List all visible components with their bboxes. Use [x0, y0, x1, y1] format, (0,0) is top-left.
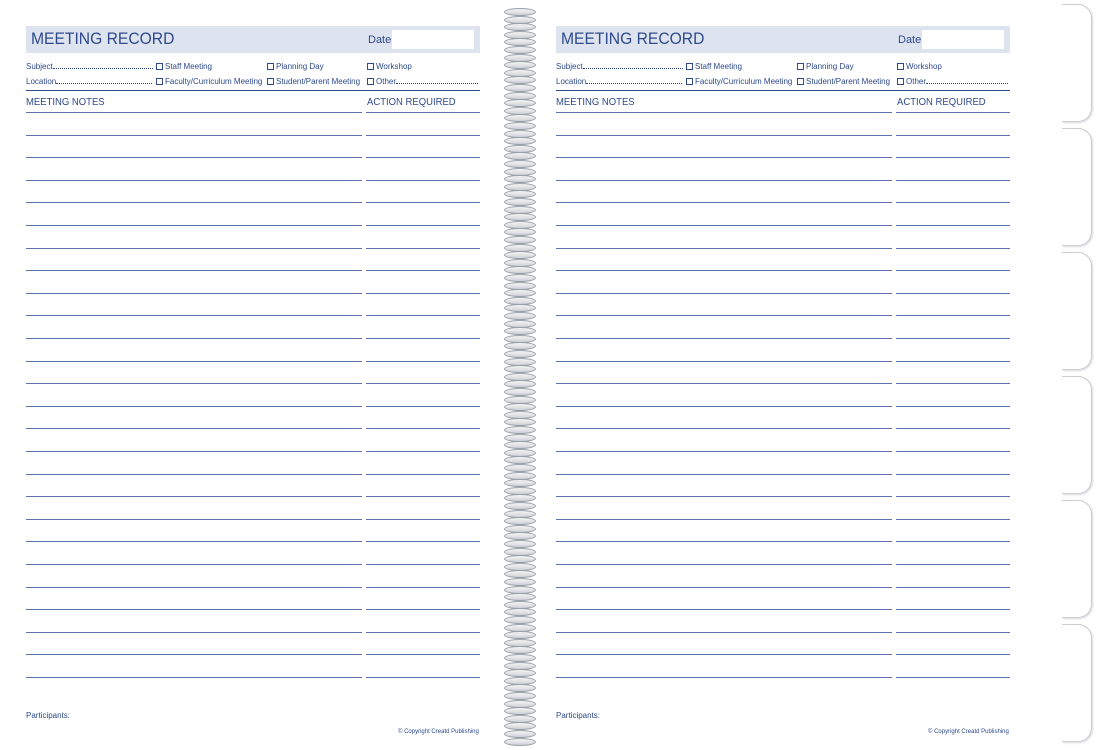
- action-line[interactable]: [896, 202, 1010, 203]
- checkbox-icon[interactable]: [797, 78, 804, 85]
- action-line[interactable]: [896, 541, 1010, 542]
- action-line[interactable]: [366, 609, 480, 610]
- spiral-coil: [504, 441, 536, 449]
- option-workshop[interactable]: [367, 62, 412, 72]
- subject-label: Subject: [26, 62, 53, 71]
- action-line[interactable]: [896, 677, 1010, 678]
- action-line[interactable]: [366, 315, 480, 316]
- other-dots: [926, 77, 1008, 84]
- option-faculty-curriculum[interactable]: [156, 77, 262, 87]
- option-label: Faculty/Curriculum Meeting: [165, 77, 263, 86]
- spiral-coil: [504, 137, 536, 145]
- notes-line[interactable]: [26, 225, 362, 226]
- option-workshop[interactable]: [897, 62, 942, 72]
- action-line[interactable]: [896, 451, 1010, 452]
- notes-line[interactable]: [26, 632, 362, 633]
- action-line[interactable]: [366, 383, 480, 384]
- location-label: Location: [26, 77, 57, 86]
- spiral-coil: [504, 114, 536, 122]
- notes-line[interactable]: [26, 315, 362, 316]
- action-line[interactable]: [366, 180, 480, 181]
- checkbox-icon[interactable]: [367, 63, 374, 70]
- action-line[interactable]: [366, 564, 480, 565]
- action-line[interactable]: [896, 157, 1010, 158]
- option-label: Student/Parent Meeting: [276, 77, 361, 86]
- option-label: Workshop: [376, 62, 412, 71]
- notes-line[interactable]: [26, 293, 362, 294]
- notes-line[interactable]: [26, 587, 362, 588]
- action-line[interactable]: [366, 202, 480, 203]
- action-line[interactable]: [896, 180, 1010, 181]
- spiral-coil: [504, 99, 536, 107]
- action-line[interactable]: [896, 406, 1010, 407]
- subject-dots: [53, 62, 153, 69]
- spiral-coil: [504, 456, 536, 464]
- notes-line[interactable]: [26, 496, 362, 497]
- notes-line[interactable]: [556, 496, 892, 497]
- action-line[interactable]: [896, 519, 1010, 520]
- checkbox-icon[interactable]: [156, 78, 163, 85]
- action-line[interactable]: [896, 564, 1010, 565]
- participants-label[interactable]: Participants:: [26, 711, 71, 720]
- notes-line[interactable]: [556, 383, 892, 384]
- spiral-coil: [504, 198, 536, 206]
- spiral-coil: [504, 380, 536, 388]
- notes-line[interactable]: [556, 248, 892, 249]
- action-line[interactable]: [366, 157, 480, 158]
- date-label: Date: [898, 34, 922, 46]
- checkbox-icon[interactable]: [686, 78, 693, 85]
- spiral-coil: [504, 502, 536, 510]
- subject-field[interactable]: [26, 62, 153, 72]
- checkbox-icon[interactable]: [897, 63, 904, 70]
- meeting-notes-header: MEETING NOTES: [26, 97, 105, 108]
- notes-line[interactable]: [26, 519, 362, 520]
- subject-field[interactable]: [556, 62, 683, 72]
- spiral-coil: [504, 122, 536, 130]
- action-line[interactable]: [896, 654, 1010, 655]
- spiral-coil: [504, 540, 536, 548]
- divider-tab[interactable]: [1062, 376, 1092, 494]
- action-line[interactable]: [896, 428, 1010, 429]
- participants-label[interactable]: Participants:: [556, 711, 601, 720]
- option-other[interactable]: [367, 77, 478, 87]
- divider-tab[interactable]: [1062, 624, 1092, 742]
- notes-line[interactable]: [26, 270, 362, 271]
- notes-line[interactable]: [556, 293, 892, 294]
- notes-line[interactable]: [26, 180, 362, 181]
- header-divider: [556, 90, 1010, 91]
- checkbox-icon[interactable]: [156, 63, 163, 70]
- spiral-coil: [504, 175, 536, 183]
- action-line[interactable]: [896, 338, 1010, 339]
- spiral-coil: [504, 578, 536, 586]
- spiral-coil: [504, 464, 536, 472]
- date-label: Date: [368, 34, 392, 46]
- action-line[interactable]: [366, 451, 480, 452]
- other-dots: [396, 77, 478, 84]
- action-line[interactable]: [366, 338, 480, 339]
- spiral-coil: [504, 608, 536, 616]
- action-line[interactable]: [896, 112, 1010, 113]
- spiral-coil: [504, 312, 536, 320]
- subject-label: Subject: [556, 62, 583, 71]
- spiral-coil: [504, 152, 536, 160]
- copyright-notice: © Copyright Creatd Publishing: [398, 729, 479, 735]
- option-label: Planning Day: [276, 62, 324, 71]
- spiral-coil: [504, 426, 536, 434]
- notes-line[interactable]: [556, 519, 892, 520]
- action-line[interactable]: [896, 496, 1010, 497]
- spiral-coil: [504, 722, 536, 730]
- action-line[interactable]: [366, 496, 480, 497]
- notes-line[interactable]: [556, 135, 892, 136]
- notes-line[interactable]: [556, 202, 892, 203]
- notes-line[interactable]: [26, 135, 362, 136]
- divider-tab[interactable]: [1062, 500, 1092, 618]
- spiral-coil: [504, 190, 536, 198]
- spiral-coil: [504, 274, 536, 282]
- spiral-coil: [504, 593, 536, 601]
- action-line[interactable]: [896, 315, 1010, 316]
- spiral-coil: [504, 327, 536, 335]
- action-required-header: ACTION REQUIRED: [367, 97, 456, 108]
- notes-line[interactable]: [556, 677, 892, 678]
- spiral-coil: [504, 84, 536, 92]
- action-line[interactable]: [896, 361, 1010, 362]
- action-line[interactable]: [896, 632, 1010, 633]
- spiral-coil: [504, 213, 536, 221]
- copyright-notice: © Copyright Creatd Publishing: [928, 729, 1009, 735]
- spiral-binding: [500, 0, 540, 750]
- spiral-coil: [504, 669, 536, 677]
- notes-line[interactable]: [26, 474, 362, 475]
- action-line[interactable]: [896, 270, 1010, 271]
- action-line[interactable]: [366, 654, 480, 655]
- action-line[interactable]: [366, 587, 480, 588]
- spiral-coil: [504, 251, 536, 259]
- notes-line[interactable]: [556, 609, 892, 610]
- notes-line[interactable]: [26, 451, 362, 452]
- spiral-coil: [504, 350, 536, 358]
- spiral-coil: [504, 365, 536, 373]
- option-faculty-curriculum[interactable]: [686, 77, 792, 87]
- spiral-coil: [504, 570, 536, 578]
- action-line[interactable]: [896, 225, 1010, 226]
- date-field[interactable]: [392, 30, 474, 49]
- spiral-coil: [504, 403, 536, 411]
- action-line[interactable]: [366, 677, 480, 678]
- spiral-coil: [504, 46, 536, 54]
- spiral-coil: [504, 236, 536, 244]
- notes-line[interactable]: [26, 677, 362, 678]
- action-line[interactable]: [366, 632, 480, 633]
- divider-tab[interactable]: [1062, 4, 1092, 122]
- notes-line[interactable]: [556, 428, 892, 429]
- action-line[interactable]: [896, 293, 1010, 294]
- spiral-coil: [504, 388, 536, 396]
- action-line[interactable]: [366, 225, 480, 226]
- notes-line[interactable]: [556, 451, 892, 452]
- notes-line[interactable]: [556, 406, 892, 407]
- option-label: Staff Meeting: [165, 62, 212, 71]
- option-label: Other: [376, 77, 397, 86]
- action-line[interactable]: [366, 112, 480, 113]
- spiral-coil: [504, 304, 536, 312]
- spiral-coil: [504, 418, 536, 426]
- notes-line[interactable]: [26, 361, 362, 362]
- right-page: [536, 0, 1040, 750]
- notes-line[interactable]: [556, 338, 892, 339]
- notes-line[interactable]: [556, 270, 892, 271]
- spiral-coil: [504, 654, 536, 662]
- spiral-coil: [504, 61, 536, 69]
- spiral-coil: [504, 555, 536, 563]
- action-line[interactable]: [366, 541, 480, 542]
- spiral-coil: [504, 38, 536, 46]
- option-staff-meeting[interactable]: [686, 62, 742, 72]
- action-line[interactable]: [366, 135, 480, 136]
- spiral-coil: [504, 228, 536, 236]
- notes-line[interactable]: [556, 112, 892, 113]
- option-label: Workshop: [906, 62, 942, 71]
- checkbox-icon[interactable]: [267, 63, 274, 70]
- option-label: Student/Parent Meeting: [806, 77, 891, 86]
- option-student-parent[interactable]: [267, 77, 360, 87]
- checkbox-icon[interactable]: [797, 63, 804, 70]
- spiral-coil: [504, 494, 536, 502]
- option-student-parent[interactable]: [797, 77, 890, 87]
- notes-line[interactable]: [26, 248, 362, 249]
- action-line[interactable]: [366, 293, 480, 294]
- action-line[interactable]: [366, 361, 480, 362]
- location-field[interactable]: [556, 77, 682, 87]
- location-field[interactable]: [26, 77, 152, 87]
- header-band: [26, 26, 480, 53]
- action-required-header: ACTION REQUIRED: [897, 97, 986, 108]
- notes-line[interactable]: [26, 564, 362, 565]
- notes-line[interactable]: [26, 383, 362, 384]
- date-field[interactable]: [922, 30, 1004, 49]
- notes-line[interactable]: [556, 541, 892, 542]
- spiral-coil: [504, 684, 536, 692]
- action-line[interactable]: [896, 135, 1010, 136]
- action-line[interactable]: [366, 248, 480, 249]
- option-staff-meeting[interactable]: [156, 62, 212, 72]
- action-line[interactable]: [896, 248, 1010, 249]
- location-dots: [586, 77, 682, 84]
- option-planning-day[interactable]: [797, 62, 854, 72]
- header-divider: [26, 90, 480, 91]
- action-line[interactable]: [896, 587, 1010, 588]
- action-line[interactable]: [366, 270, 480, 271]
- notes-line[interactable]: [26, 654, 362, 655]
- notes-line[interactable]: [556, 632, 892, 633]
- action-line[interactable]: [896, 609, 1010, 610]
- notes-line[interactable]: [556, 180, 892, 181]
- option-label: Planning Day: [806, 62, 854, 71]
- action-line[interactable]: [366, 519, 480, 520]
- spiral-coil: [504, 707, 536, 715]
- notes-line[interactable]: [556, 587, 892, 588]
- divider-tab[interactable]: [1062, 252, 1092, 370]
- spiral-coil: [504, 517, 536, 525]
- notes-line[interactable]: [26, 428, 362, 429]
- option-planning-day[interactable]: [267, 62, 324, 72]
- spiral-coil: [504, 646, 536, 654]
- spiral-coil: [504, 616, 536, 624]
- notes-line[interactable]: [556, 361, 892, 362]
- spiral-coil: [504, 160, 536, 168]
- checkbox-icon[interactable]: [686, 63, 693, 70]
- notes-line[interactable]: [556, 564, 892, 565]
- option-other[interactable]: [897, 77, 1008, 87]
- notes-line[interactable]: [556, 654, 892, 655]
- spiral-coil: [504, 631, 536, 639]
- notes-line[interactable]: [26, 406, 362, 407]
- page-title: MEETING RECORD: [561, 29, 705, 48]
- notes-line[interactable]: [26, 157, 362, 158]
- notes-line[interactable]: [26, 202, 362, 203]
- checkbox-icon[interactable]: [367, 78, 374, 85]
- option-label: Other: [906, 77, 927, 86]
- divider-tab[interactable]: [1062, 128, 1092, 246]
- option-label: Faculty/Curriculum Meeting: [695, 77, 793, 86]
- subject-dots: [583, 62, 683, 69]
- spiral-coil: [504, 692, 536, 700]
- option-label: Staff Meeting: [695, 62, 742, 71]
- action-line[interactable]: [896, 383, 1010, 384]
- notes-line[interactable]: [556, 225, 892, 226]
- spiral-coil: [504, 479, 536, 487]
- spiral-coil: [504, 738, 536, 746]
- notes-line[interactable]: [26, 541, 362, 542]
- notes-line[interactable]: [556, 157, 892, 158]
- location-label: Location: [556, 77, 587, 86]
- spiral-coil: [504, 532, 536, 540]
- spiral-coil: [504, 23, 536, 31]
- notes-line[interactable]: [26, 609, 362, 610]
- spiral-coil: [504, 76, 536, 84]
- notes-line[interactable]: [26, 338, 362, 339]
- action-line[interactable]: [366, 428, 480, 429]
- spiral-coil: [504, 730, 536, 738]
- notes-line[interactable]: [26, 112, 362, 113]
- spiral-coil: [504, 8, 536, 16]
- notes-line[interactable]: [556, 315, 892, 316]
- checkbox-icon[interactable]: [897, 78, 904, 85]
- location-dots: [56, 77, 152, 84]
- action-line[interactable]: [896, 474, 1010, 475]
- notes-line[interactable]: [556, 474, 892, 475]
- action-line[interactable]: [366, 406, 480, 407]
- meeting-notes-header: MEETING NOTES: [556, 97, 635, 108]
- left-page: [6, 0, 510, 750]
- spiral-coil: [504, 289, 536, 297]
- page-title: MEETING RECORD: [31, 29, 175, 48]
- spiral-coil: [504, 342, 536, 350]
- header-band: [556, 26, 1010, 53]
- action-line[interactable]: [366, 474, 480, 475]
- checkbox-icon[interactable]: [267, 78, 274, 85]
- spiral-coil: [504, 266, 536, 274]
